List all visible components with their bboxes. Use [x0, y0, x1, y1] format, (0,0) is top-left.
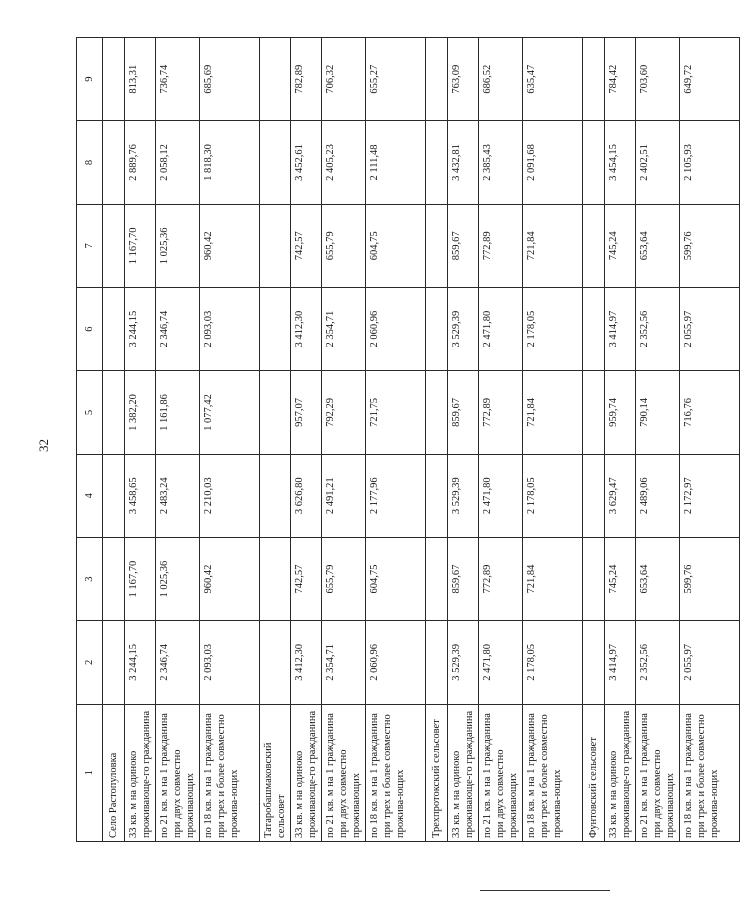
- value-cell: 813,31: [125, 38, 156, 121]
- section-row: [426, 38, 448, 842]
- value-cell: 3 629,47: [605, 454, 636, 537]
- value-cell: 3 626,80: [291, 454, 322, 537]
- value-cell: 1 382,20: [125, 371, 156, 454]
- value-cell: 3 432,81: [448, 121, 479, 204]
- table-row: [636, 38, 680, 842]
- section-row: [103, 38, 125, 842]
- empty-cell: [426, 38, 448, 121]
- table-row: [200, 38, 260, 842]
- value-cell: 2 060,96: [366, 621, 426, 704]
- row-label: по 21 кв. м на 1 гражданина при двух совместно проживающих: [479, 704, 523, 841]
- value-cell: 3 454,15: [605, 121, 636, 204]
- value-cell: 3 452,61: [291, 121, 322, 204]
- empty-cell: [260, 454, 291, 537]
- value-cell: 2 178,05: [523, 287, 583, 370]
- empty-cell: [260, 371, 291, 454]
- value-cell: 763,09: [448, 38, 479, 121]
- value-cell: 2 058,12: [156, 121, 200, 204]
- column-number: 5: [77, 371, 103, 454]
- table-row: [125, 38, 156, 842]
- section-row: [260, 38, 291, 842]
- value-cell: 2 471,80: [479, 287, 523, 370]
- value-cell: 859,67: [448, 537, 479, 620]
- empty-cell: [260, 121, 291, 204]
- value-cell: 3 529,39: [448, 621, 479, 704]
- empty-cell: [103, 371, 125, 454]
- empty-cell: [583, 121, 605, 204]
- value-cell: 960,42: [200, 204, 260, 287]
- value-cell: 2 091,68: [523, 121, 583, 204]
- value-cell: 792,29: [322, 371, 366, 454]
- value-cell: 1 077,42: [200, 371, 260, 454]
- value-cell: 3 412,30: [291, 287, 322, 370]
- empty-cell: [103, 121, 125, 204]
- empty-cell: [426, 287, 448, 370]
- value-cell: 784,42: [605, 38, 636, 121]
- value-cell: 2 178,05: [523, 454, 583, 537]
- value-cell: 745,24: [605, 204, 636, 287]
- tariff-table: [76, 37, 740, 842]
- table-row: [291, 38, 322, 842]
- value-cell: 3 412,30: [291, 621, 322, 704]
- value-cell: 2 177,96: [366, 454, 426, 537]
- empty-cell: [103, 204, 125, 287]
- value-cell: 2 352,56: [636, 287, 680, 370]
- section-title: Татаробашмаковский сельсовет: [260, 704, 291, 841]
- empty-cell: [260, 204, 291, 287]
- value-cell: 2 354,71: [322, 621, 366, 704]
- column-number: 2: [77, 621, 103, 704]
- value-cell: 604,75: [366, 537, 426, 620]
- row-label: по 18 кв. м на 1 гражданина при трех и более совместно прожива-ющих: [680, 704, 740, 841]
- row-label: 33 кв. м на одиноко проживающе-го гражданина: [448, 704, 479, 841]
- value-cell: 1 161,86: [156, 371, 200, 454]
- value-cell: 2 354,71: [322, 287, 366, 370]
- empty-cell: [583, 454, 605, 537]
- table-row: [322, 38, 366, 842]
- empty-cell: [103, 38, 125, 121]
- column-number: 9: [77, 38, 103, 121]
- row-label: по 21 кв. м на 1 гражданина при двух совместно проживающих: [156, 704, 200, 841]
- value-cell: 2 093,03: [200, 621, 260, 704]
- value-cell: 649,72: [680, 38, 740, 121]
- row-label: по 18 кв. м на 1 гражданина при трех и более совместно прожива-ющих: [200, 704, 260, 841]
- value-cell: 1 167,70: [125, 204, 156, 287]
- table-row: [156, 38, 200, 842]
- value-cell: 859,67: [448, 371, 479, 454]
- value-cell: 959,74: [605, 371, 636, 454]
- value-cell: 604,75: [366, 204, 426, 287]
- empty-cell: [426, 454, 448, 537]
- empty-cell: [103, 621, 125, 704]
- empty-cell: [260, 537, 291, 620]
- value-cell: 3 244,15: [125, 287, 156, 370]
- value-cell: 653,64: [636, 537, 680, 620]
- value-cell: 2 471,80: [479, 621, 523, 704]
- empty-cell: [260, 287, 291, 370]
- table-row: [366, 38, 426, 842]
- value-cell: 736,74: [156, 38, 200, 121]
- empty-cell: [583, 621, 605, 704]
- value-cell: 2 352,56: [636, 621, 680, 704]
- value-cell: 3 414,97: [605, 287, 636, 370]
- value-cell: 957,07: [291, 371, 322, 454]
- value-cell: 635,47: [523, 38, 583, 121]
- empty-cell: [426, 204, 448, 287]
- row-label: 33 кв. м на одиноко проживающе-го гражданина: [125, 704, 156, 841]
- value-cell: 1 818,30: [200, 121, 260, 204]
- value-cell: 2 060,96: [366, 287, 426, 370]
- value-cell: 745,24: [605, 537, 636, 620]
- column-number: 8: [77, 121, 103, 204]
- value-cell: 2 172,97: [680, 454, 740, 537]
- value-cell: 2 346,74: [156, 287, 200, 370]
- value-cell: 716,76: [680, 371, 740, 454]
- empty-cell: [426, 537, 448, 620]
- value-cell: 790,14: [636, 371, 680, 454]
- row-label: по 18 кв. м на 1 гражданина при трех и более совместно прожива-ющих: [523, 704, 583, 841]
- section-title: Село Растопуловка: [103, 704, 125, 841]
- value-cell: 2 055,97: [680, 287, 740, 370]
- empty-cell: [583, 371, 605, 454]
- value-cell: 2 093,03: [200, 287, 260, 370]
- value-cell: 2 105,93: [680, 121, 740, 204]
- value-cell: 859,67: [448, 204, 479, 287]
- value-cell: 1 167,70: [125, 537, 156, 620]
- value-cell: 3 529,39: [448, 287, 479, 370]
- row-label: по 21 кв. м на 1 гражданина при двух совместно проживающих: [636, 704, 680, 841]
- value-cell: 742,57: [291, 537, 322, 620]
- empty-cell: [583, 287, 605, 370]
- empty-cell: [103, 454, 125, 537]
- column-number: 6: [77, 287, 103, 370]
- empty-cell: [583, 537, 605, 620]
- row-label: 33 кв. м на одиноко проживающе-го гражданина: [291, 704, 322, 841]
- empty-cell: [103, 537, 125, 620]
- table-row: [680, 38, 740, 842]
- value-cell: 2 210,03: [200, 454, 260, 537]
- value-cell: 782,89: [291, 38, 322, 121]
- value-cell: 721,84: [523, 537, 583, 620]
- value-cell: 3 458,65: [125, 454, 156, 537]
- table-row: [523, 38, 583, 842]
- value-cell: 2 889,76: [125, 121, 156, 204]
- column-number: 4: [77, 454, 103, 537]
- rotated-table-container: [76, 37, 720, 842]
- empty-cell: [260, 38, 291, 121]
- value-cell: 655,79: [322, 537, 366, 620]
- empty-cell: [426, 121, 448, 204]
- section-title: Фунтовский сельсовет: [583, 704, 605, 841]
- value-cell: 2 483,24: [156, 454, 200, 537]
- value-cell: 2 491,21: [322, 454, 366, 537]
- value-cell: 686,52: [479, 38, 523, 121]
- value-cell: 772,89: [479, 537, 523, 620]
- value-cell: 2 111,48: [366, 121, 426, 204]
- value-cell: 3 244,15: [125, 621, 156, 704]
- column-number: 7: [77, 204, 103, 287]
- value-cell: 706,32: [322, 38, 366, 121]
- value-cell: 772,89: [479, 204, 523, 287]
- value-cell: 703,60: [636, 38, 680, 121]
- value-cell: 2 405,23: [322, 121, 366, 204]
- empty-cell: [583, 38, 605, 121]
- empty-cell: [426, 621, 448, 704]
- column-number: 3: [77, 537, 103, 620]
- table-row: [448, 38, 479, 842]
- empty-cell: [260, 621, 291, 704]
- value-cell: 960,42: [200, 537, 260, 620]
- value-cell: 2 489,06: [636, 454, 680, 537]
- empty-cell: [103, 287, 125, 370]
- page-number: 32: [36, 439, 51, 452]
- column-number: 1: [77, 704, 103, 841]
- value-cell: 2 178,05: [523, 621, 583, 704]
- value-cell: 2 346,74: [156, 621, 200, 704]
- row-label: по 18 кв. м на 1 гражданина при трех и более совместно прожива-ющих: [366, 704, 426, 841]
- value-cell: 1 025,36: [156, 204, 200, 287]
- table-row: [479, 38, 523, 842]
- section-row: [583, 38, 605, 842]
- value-cell: 721,84: [523, 204, 583, 287]
- empty-cell: [583, 204, 605, 287]
- value-cell: 2 385,43: [479, 121, 523, 204]
- value-cell: 653,64: [636, 204, 680, 287]
- value-cell: 599,76: [680, 204, 740, 287]
- value-cell: 3 529,39: [448, 454, 479, 537]
- value-cell: 2 402,51: [636, 121, 680, 204]
- section-title: Трехпротокский сельсовет: [426, 704, 448, 841]
- value-cell: 742,57: [291, 204, 322, 287]
- value-cell: 2 055,97: [680, 621, 740, 704]
- value-cell: 1 025,36: [156, 537, 200, 620]
- value-cell: 599,76: [680, 537, 740, 620]
- empty-cell: [426, 371, 448, 454]
- value-cell: 655,79: [322, 204, 366, 287]
- value-cell: 655,27: [366, 38, 426, 121]
- row-label: 33 кв. м на одиноко проживающе-го гражданина: [605, 704, 636, 841]
- table-row: [605, 38, 636, 842]
- value-cell: 3 414,97: [605, 621, 636, 704]
- column-number-row: [77, 38, 103, 842]
- row-label: по 21 кв. м на 1 гражданина при двух совместно проживающих: [322, 704, 366, 841]
- value-cell: 772,89: [479, 371, 523, 454]
- value-cell: 721,84: [523, 371, 583, 454]
- bottom-rule: [480, 890, 610, 891]
- value-cell: 2 471,80: [479, 454, 523, 537]
- value-cell: 721,75: [366, 371, 426, 454]
- value-cell: 685,69: [200, 38, 260, 121]
